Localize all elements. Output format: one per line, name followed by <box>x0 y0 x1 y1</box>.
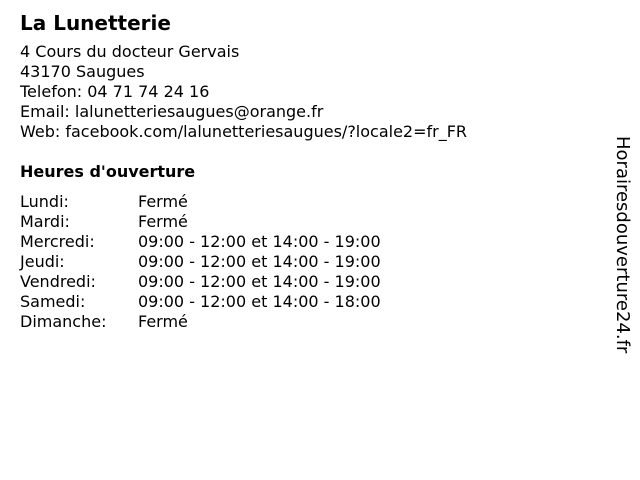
time-value: Fermé <box>138 192 188 211</box>
day-label: Jeudi: <box>20 252 65 271</box>
hours-row-vendredi <box>20 272 600 292</box>
hours-row-mardi <box>20 212 600 232</box>
opening-hours-list <box>20 192 600 332</box>
business-card <box>20 10 600 332</box>
time-value: Fermé <box>138 212 188 231</box>
day-label: Mardi: <box>20 212 70 231</box>
hours-row-dimanche <box>20 312 600 332</box>
day-label: Samedi: <box>20 292 86 311</box>
time-value: 09:00 - 12:00 et 14:00 - 18:00 <box>138 292 381 311</box>
hours-row-jeudi <box>20 252 600 272</box>
web-line: Web: facebook.com/lalunetteriesaugues/?locale2=fr_FR <box>20 122 468 141</box>
hours-row-lundi <box>20 192 600 212</box>
opening-hours-heading: Heures d'ouverture <box>20 162 196 181</box>
day-label: Lundi: <box>20 192 69 211</box>
time-value: 09:00 - 12:00 et 14:00 - 19:00 <box>138 272 381 291</box>
time-value: 09:00 - 12:00 et 14:00 - 19:00 <box>138 232 381 251</box>
time-value: Fermé <box>138 312 188 331</box>
day-label: Vendredi: <box>20 272 96 291</box>
email-line: Email: lalunetteriesaugues@orange.fr <box>20 102 324 121</box>
day-label: Dimanche: <box>20 312 107 331</box>
address-line-2: 43170 Saugues <box>20 62 145 81</box>
time-value: 09:00 - 12:00 et 14:00 - 19:00 <box>138 252 381 271</box>
day-label: Mercredi: <box>20 232 95 251</box>
hours-row-mercredi <box>20 232 600 252</box>
hours-row-samedi <box>20 292 600 312</box>
phone-line: Telefon: 04 71 74 24 16 <box>20 82 210 101</box>
site-watermark: Horairesdouverture24.fr <box>612 136 633 354</box>
business-name: La Lunetterie <box>20 11 171 35</box>
address-line-1: 4 Cours du docteur Gervais <box>20 42 240 61</box>
